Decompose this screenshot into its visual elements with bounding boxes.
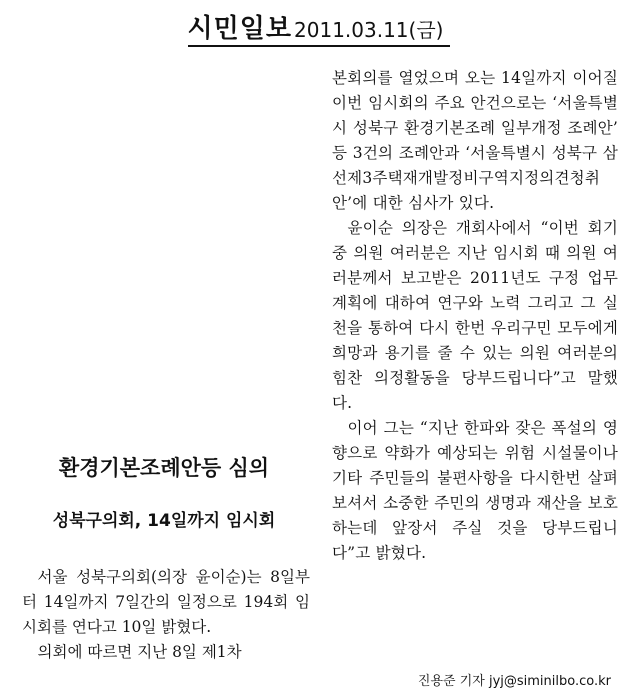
- masthead: [0, 8, 631, 44]
- article-paragraph: 본회의를 열었으며 오는 14일까지 이어질 이번 임시회의 주요 안건으로는 ‘서울특별시 성북구 환경기본조례 일부개정 조례안’ 등 3건의 조례안과 ‘서울특별시 성북구 삼선제3주택재개발정비구역지정의견청취안’에 대한 심사가 있다.: [332, 69, 618, 212]
- masthead-underline: [188, 45, 450, 47]
- article-column-right: [332, 66, 618, 566]
- article-paragraph: 의회에 따르면 지난 8일 제1차: [37, 643, 242, 661]
- article-paragraph: 서울 성북구의회(의장 윤이순)는 8일부터 14일까지 7일간의 일정으로 194회 임시회를 연다고 10일 밝혔다.: [22, 568, 310, 636]
- article-paragraph: 이어 그는 “지난 한파와 잦은 폭설의 영향으로 약화가 예상되는 위험 시설물이나 기타 주민들의 불편사항을 다시한번 살펴보셔서 소중한 주민의 생명과 재산을 보호하는데 앞장서 주실 것을 당부드립니다”고 밝혔다.: [332, 419, 618, 562]
- headline-block: [14, 452, 314, 531]
- article-column-left: [22, 565, 310, 665]
- subheadline: 성북구의회, 14일까지 임시회: [52, 511, 276, 531]
- newspaper-name: 시민일보: [187, 14, 293, 44]
- headline: 환경기본조례안등 심의: [58, 456, 270, 480]
- article-paragraph: 윤이순 의장은 개회사에서 “이번 회기중 의원 여러분은 지난 임시회 때 의원 여러분께서 보고받은 2011년도 구정 업무계획에 대하여 연구와 노력 그리고 그 실천을 통하여 다시 한번 우리구민 모두에게 희망과 용기를 줄 수 있는 의원 여러분의 힘찬 의정활동을 당부드립니다”고 말했다.: [332, 219, 618, 412]
- publication-date: 2011.03.11(금): [294, 18, 444, 42]
- byline: 진용준 기자 jyj@siminilbo.co.kr: [417, 674, 611, 689]
